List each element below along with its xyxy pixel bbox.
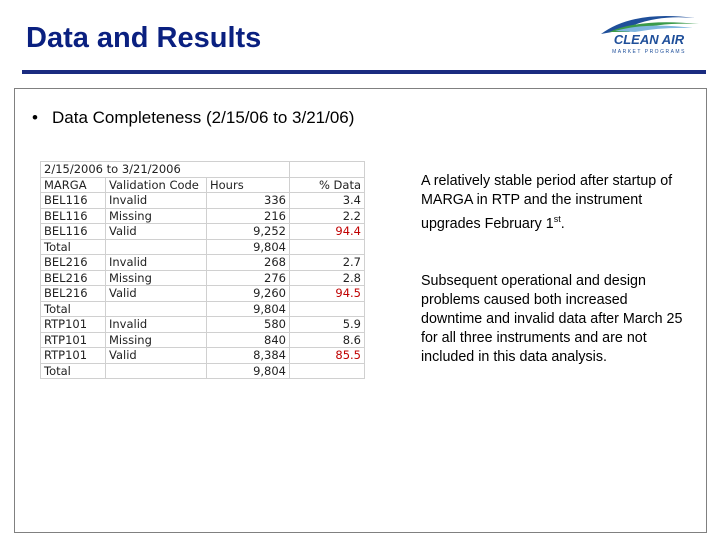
table-cell: 5.9 — [290, 317, 365, 333]
data-completeness-table — [40, 161, 367, 379]
page-title: Data and Results — [26, 22, 262, 54]
note-paragraph-1 — [421, 172, 683, 234]
note-1-text: A relatively stable period after startup of MARGA in RTP and the instrument upgrades February 1 — [421, 173, 673, 232]
table-cell — [290, 363, 365, 379]
table-cell: 336 — [207, 193, 290, 209]
table-cell: 2.7 — [290, 255, 365, 271]
table-caption-pad — [290, 162, 365, 178]
column-header: % Data — [290, 177, 365, 193]
column-header: Hours — [207, 177, 290, 193]
table-cell: Total — [41, 239, 106, 255]
table-cell: Total — [41, 301, 106, 317]
table-cell: 3.4 — [290, 193, 365, 209]
table-cell — [106, 363, 207, 379]
title-divider — [22, 70, 706, 74]
note-paragraph-2: Subsequent operational and design problems caused both increased downtime and invalid data after March 25 for all three instruments and are not included in this data analysis. — [421, 273, 683, 365]
table-row — [41, 317, 365, 333]
table-cell: Missing — [106, 270, 207, 286]
table-cell: BEL116 — [41, 224, 106, 240]
table-cell: 2.2 — [290, 208, 365, 224]
table-cell: Invalid — [106, 193, 207, 209]
bullet-symbol: • — [32, 108, 38, 127]
table-cell: Valid — [106, 286, 207, 302]
table-cell: 9,252 — [207, 224, 290, 240]
table-cell: 9,260 — [207, 286, 290, 302]
table-cell: RTP101 — [41, 348, 106, 364]
table-row — [41, 301, 365, 317]
note-1-superscript: st — [553, 214, 561, 224]
clean-air-logo — [583, 8, 703, 56]
bullet-text: Data Completeness (2/15/06 to 3/21/06) — [52, 108, 355, 127]
table-row — [41, 270, 365, 286]
table-row — [41, 348, 365, 364]
table-cell: BEL216 — [41, 255, 106, 271]
table-row — [41, 363, 365, 379]
table-cell: BEL216 — [41, 286, 106, 302]
table-cell: 9,804 — [207, 239, 290, 255]
table-cell — [106, 239, 207, 255]
table-cell: Missing — [106, 208, 207, 224]
logo-text-primary: CLEAN AIR — [613, 32, 685, 47]
table-header-row — [41, 177, 365, 193]
bullet-item — [32, 108, 354, 128]
table-cell: 94.5 — [290, 286, 365, 302]
note-1-end: . — [560, 215, 565, 232]
table-cell: 268 — [207, 255, 290, 271]
column-header: Validation Code — [106, 177, 207, 193]
table-cell: Invalid — [106, 317, 207, 333]
table-cell: 94.4 — [290, 224, 365, 240]
table-cell: BEL116 — [41, 208, 106, 224]
table-cell: Valid — [106, 348, 207, 364]
table-cell: Invalid — [106, 255, 207, 271]
table-cell: Missing — [106, 332, 207, 348]
table-row — [41, 239, 365, 255]
table-cell: 840 — [207, 332, 290, 348]
column-header: MARGA — [41, 177, 106, 193]
table-cell — [106, 301, 207, 317]
table-cell: 8,384 — [207, 348, 290, 364]
table-row — [41, 332, 365, 348]
table-cell: 9,804 — [207, 363, 290, 379]
table-cell: 85.5 — [290, 348, 365, 364]
table-caption: 2/15/2006 to 3/21/2006 — [41, 162, 290, 178]
table-cell: 8.6 — [290, 332, 365, 348]
table-row — [41, 193, 365, 209]
table-cell: 9,804 — [207, 301, 290, 317]
table-cell: 216 — [207, 208, 290, 224]
table-cell — [290, 239, 365, 255]
logo-text-secondary: MARKET PROGRAMS — [612, 49, 686, 55]
table-row — [41, 224, 365, 240]
table-cell: Total — [41, 363, 106, 379]
table-cell — [290, 301, 365, 317]
table-caption-row — [41, 162, 365, 178]
table-cell: RTP101 — [41, 317, 106, 333]
table-cell: Valid — [106, 224, 207, 240]
table-row — [41, 286, 365, 302]
table-row — [41, 208, 365, 224]
table-cell: 276 — [207, 270, 290, 286]
table-cell: 2.8 — [290, 270, 365, 286]
table-cell: BEL216 — [41, 270, 106, 286]
table-row — [41, 255, 365, 271]
table-cell: BEL116 — [41, 193, 106, 209]
table-cell: RTP101 — [41, 332, 106, 348]
table-cell: 580 — [207, 317, 290, 333]
